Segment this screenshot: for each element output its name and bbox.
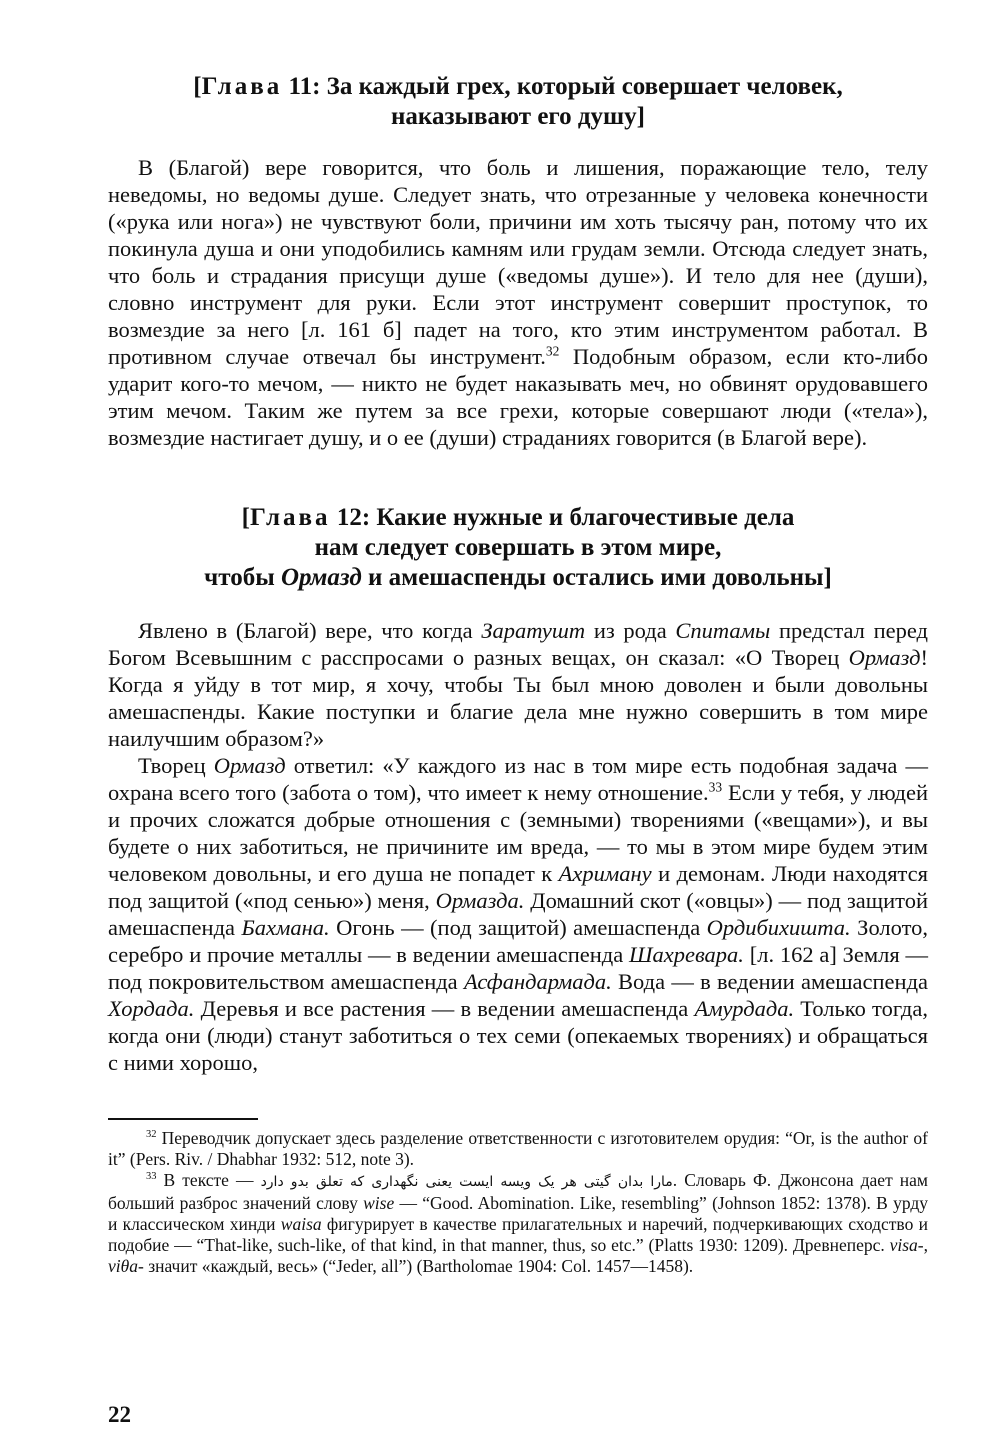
- italic-name: Ормазд: [213, 753, 286, 778]
- footnote-text: — “Good. Abomination. Like, resembling” (Johnson 1852: 1378). В урду и классическом хинди: [108, 1193, 928, 1234]
- text: из рода: [585, 618, 676, 643]
- italic-term: waisa: [280, 1214, 322, 1234]
- text: Огонь — (под защитой) амешаспенда: [329, 915, 707, 940]
- text: Творец: [138, 753, 214, 778]
- chapter-11-heading-line1: [108, 72, 928, 102]
- italic-name: Ормазд: [848, 645, 921, 670]
- footnote-number: 33: [146, 1171, 157, 1183]
- italic-name: Хордада.: [108, 996, 195, 1021]
- text: ! Когда я уйду в тот мир, я хочу, чтобы Ты был мною доволен и были довольны амешаспенды. Какие поступки и благие дела мне нужно совершить в том мире наилучшим образом?»: [108, 645, 928, 751]
- page-number: 22: [108, 1402, 131, 1427]
- italic-name: Ормазда.: [435, 888, 525, 913]
- text: Только тогда, когда они (люди) станут заботиться о тех семи (опекаемых творениях) и обращаться с ними хорошо,: [108, 996, 928, 1075]
- footnote-33: [108, 1170, 928, 1277]
- footnote-text: фигурирует в качестве прилагательных и наречий, подчеркивающих сходство и подобие — “That-like, such-like, of that kind, in that manner, thus, so etc.” (Platts 1930: 1209). Древнеперс.: [108, 1214, 928, 1255]
- text: Явлено в (Благой) вере, что когда: [138, 618, 482, 643]
- chapter-word: Глава: [249, 504, 331, 531]
- chapter-12-heading: [108, 503, 928, 593]
- chapter-12-paragraph-2: [108, 752, 928, 1076]
- italic-name: Шахревара.: [629, 942, 744, 967]
- footnote-number: 32: [146, 1129, 157, 1141]
- text: Если у тебя, у людей и прочих сложатся добрые отношения с (земными) творениями («вещами»), и вы будете о них заботиться, не причините им вреда, — то мы в этом мире будем этим человеком довольны, и его душа не попадет к: [108, 780, 928, 886]
- italic-name: Амурдада.: [694, 996, 795, 1021]
- italic-name: Ахриману: [558, 861, 652, 886]
- footnote-text: Переводчик допускает здесь разделение ответственности с изготовителем орудия: “Or, is the author of it” (Pers. Riv. / Dhabhar 1932: 512, note 3).: [108, 1128, 928, 1169]
- italic-name: Заратушт: [481, 618, 586, 643]
- text: и демонам. Люди находятся под защитой («под сенью») меня,: [108, 861, 928, 913]
- italic-term: wise: [363, 1193, 395, 1213]
- text: Деревья и все растения — в ведении амешаспенда: [194, 996, 695, 1021]
- book-page: [108, 70, 928, 1277]
- chapter-12-title-a: 12: Какие нужные и благочестивые дела: [330, 504, 795, 531]
- italic-term: viθa-: [108, 1256, 144, 1276]
- text: ответил: «У каждого из нас в том мире есть подобная задача — охрана всего того (забота о том), что имеет к нему отношение.: [108, 753, 929, 805]
- chapter-12-heading-line3: [108, 563, 928, 593]
- bracket-open: [: [193, 73, 202, 100]
- chapter-11-text-cont: Подобным образом, если кто-либо ударит кого-то мечом, — никто не будет наказывать меч, но обвинят орудовавшего этим мечом. Таким же путем за все грехи, которые совершают люди («тела»), возмездие настигает душу, и о ее (души) страданиях говорится (в Благой вере).: [108, 344, 928, 450]
- heading-text: и амешаспенды остались ими довольны]: [361, 564, 832, 591]
- footnote-text: значит «каждый, весь» (“Jeder, all”) (Bartholomae 1904: Col. 1457—1458).: [143, 1256, 694, 1276]
- chapter-11-heading: [108, 72, 928, 132]
- text: [л. 162 а] Земля — под покровительством амешаспенда: [108, 942, 928, 994]
- text: Золото, серебро и прочие металлы — в ведении амешаспенда: [108, 915, 928, 967]
- text: Домашний скот («овцы») — под защитой амешаспенда: [108, 888, 928, 940]
- italic-term: visa-: [889, 1235, 924, 1255]
- footnote-text: ,: [923, 1235, 928, 1255]
- text: предстал перед Богом Всевышним с расспросами о разных вещах, он сказал: «О Творец: [108, 618, 928, 670]
- italic-name: Бахмана.: [241, 915, 330, 940]
- heading-text: чтобы: [204, 564, 281, 591]
- italic-name: Ордибихишта.: [706, 915, 851, 940]
- footnote-text: В тексте —: [156, 1170, 261, 1190]
- heading-italic-name: Ормазд: [281, 564, 362, 591]
- chapter-11-title-a: 11: За каждый грех, который совершает человек,: [282, 73, 843, 100]
- footnote-text: . Словарь Ф. Джонсона дает нам больший разброс значений слову: [108, 1170, 928, 1213]
- italic-name: Спитамы: [675, 618, 771, 643]
- footnote-ref-33: 33: [708, 779, 723, 795]
- footnote-divider: [108, 1118, 258, 1120]
- chapter-11-text: В (Благой) вере говорится, что боль и лишения, поражающие тело, телу неведомы, но ведомы душе. Следует знать, что отрезанные у человека конечности («рука или нога») не чувствуют боли, причини им хоть тысячу ран, потому что их покинула душа и они уподобились камням или грудам земли. Отсюда следует знать, что боль и страдания присущи душе («ведомы душе»). И тело для нее (души), словно инструмент для руки. Если этот инструмент совершит проступок, то возмездие за него [л. 161 б] падет на того, кто этим инструментом работал. В противном случае отвечал бы инструмент.: [108, 155, 928, 369]
- chapter-12-heading-line2: нам следует совершать в этом мире,: [314, 534, 722, 561]
- chapter-11-heading-line2: наказывают его душу]: [391, 103, 645, 130]
- chapter-12-heading-line1: [108, 503, 928, 533]
- text: Вода — в ведении амешаспенда: [611, 969, 928, 994]
- footnote-32: [108, 1128, 928, 1170]
- chapter-word: Глава: [201, 73, 283, 100]
- italic-name: Асфандармада.: [463, 969, 612, 994]
- chapter-12-paragraph-1: [108, 617, 928, 752]
- chapter-11-paragraph: [108, 154, 928, 451]
- bracket-open: [: [241, 504, 250, 531]
- footnote-ref-32: 32: [545, 343, 560, 359]
- persian-quote: مارا بدان گیتی هر یک ویسه ایست یعنی نگهداری که تعلق بدو دارد: [260, 1174, 673, 1190]
